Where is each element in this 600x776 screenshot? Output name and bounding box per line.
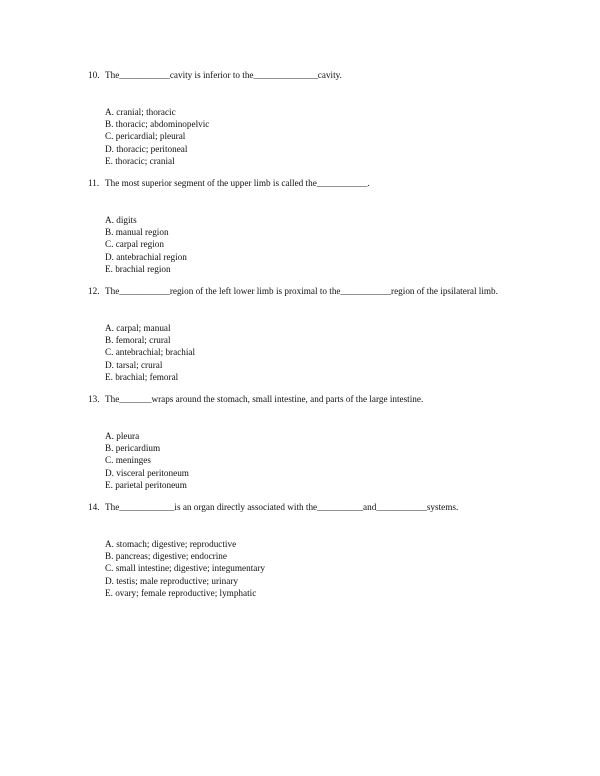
answer-option-e: E. ovary; female reproductive; lymphatic [105,587,257,598]
answer-option-e: E. parietal peritoneum [105,479,187,490]
answer-option-b: B. manual region [105,227,169,238]
answer-option-e: E. brachial; femoral [105,371,179,382]
question-text: The___________cavity is inferior to the______________cavity. [105,70,342,80]
question-14 [88,502,558,599]
question-text: The____________is an organ directly associated with the__________and___________systems. [105,502,459,512]
answer-option-d: D. visceral peritoneum [105,467,189,478]
question-10 [88,70,558,167]
question-number: 12. [88,286,100,296]
answer-option-b: B. pericardium [105,443,161,454]
answer-options [105,214,558,275]
question-11 [88,178,558,275]
answer-option-c: C. small intestine; digestive; integumentary [105,563,265,574]
question-stem [88,502,558,513]
question-stem [88,178,558,189]
answer-option-a: A. cranial; thoracic [105,107,176,117]
answer-option-a: A. carpal; manual [105,323,171,333]
answer-option-d: D. antebrachial region [105,251,187,262]
answer-option-a: A. digits [105,215,137,225]
question-text: The_______wraps around the stomach, small intestine, and parts of the large intestine. [105,394,424,404]
answer-option-a: A. pleura [105,431,140,441]
answer-options [105,538,558,599]
answer-option-b: B. pancreas; digestive; endocrine [105,551,227,562]
answer-option-e: E. thoracic; cranial [105,155,175,166]
answer-options [105,106,558,167]
answer-option-d: D. testis; male reproductive; urinary [105,575,238,586]
answer-option-b: B. thoracic; abdominopelvic [105,119,210,130]
question-text: The most superior segment of the upper limb is called the___________. [105,178,370,188]
answer-option-a: A. stomach; digestive; reproductive [105,539,237,549]
answer-options [105,322,558,383]
question-number: 14. [88,502,100,512]
question-12 [88,286,558,383]
answer-option-d: D. thoracic; peritoneal [105,143,188,154]
question-number: 10. [88,70,100,80]
question-stem [88,394,558,405]
answer-option-b: B. femoral; crural [105,335,171,346]
question-number: 13. [88,394,100,404]
question-stem [88,70,558,81]
question-stem [88,286,558,297]
answer-options [105,430,558,491]
question-13 [88,394,558,491]
question-number: 11. [88,178,100,188]
answer-option-c: C. meninges [105,455,151,466]
answer-option-e: E. brachial region [105,263,171,274]
answer-option-c: C. pericardial; pleural [105,131,186,142]
answer-option-d: D. tarsal; crural [105,359,163,370]
question-text: The___________region of the left lower limb is proximal to the___________region of the ipsilateral limb. [105,286,498,296]
answer-option-c: C. carpal region [105,239,164,250]
answer-option-c: C. antebrachial; brachial [105,347,196,358]
